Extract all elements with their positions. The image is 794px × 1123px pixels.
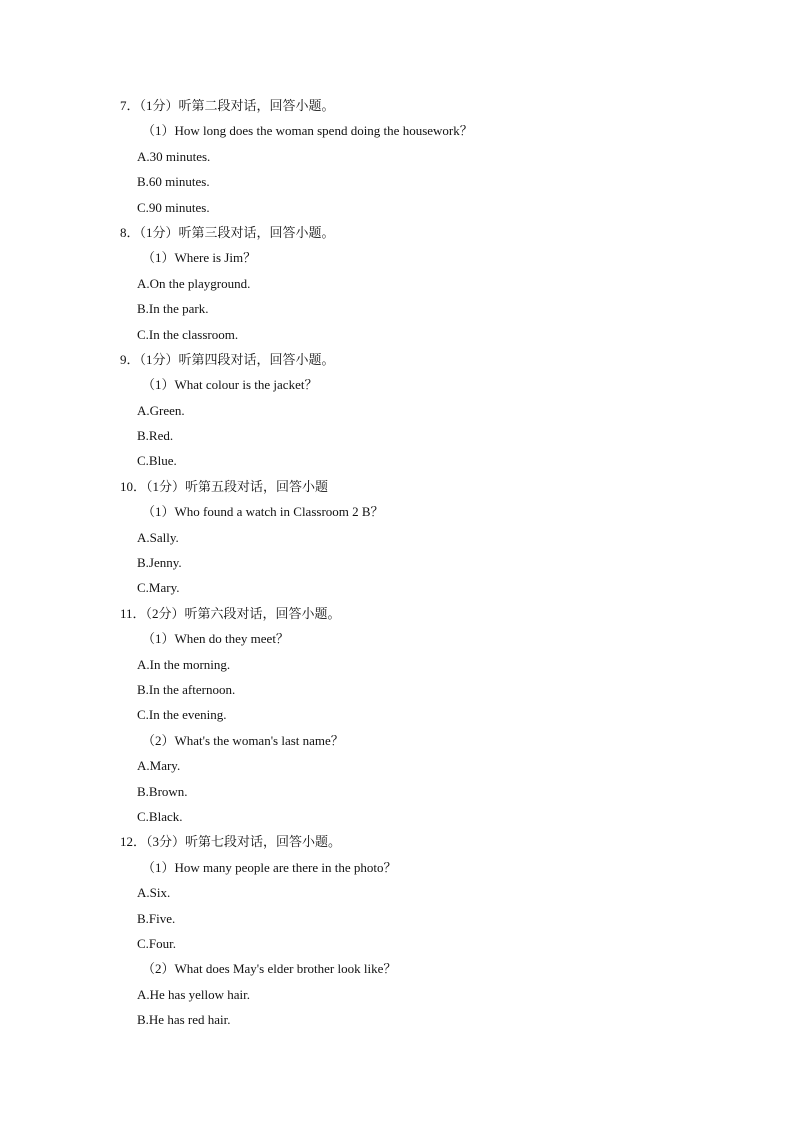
option-c: C.In the classroom. bbox=[137, 326, 239, 342]
option-b: B.He has red hair. bbox=[137, 1012, 231, 1028]
option-b: B.Five. bbox=[137, 910, 176, 926]
question-block bbox=[120, 220, 740, 347]
option-c: C.90 minutes. bbox=[137, 199, 210, 215]
question-header: 10．（1分）听第五段对话，回答小题 bbox=[120, 478, 329, 494]
question-header: 12．（3分）听第七段对话，回答小题。 bbox=[120, 834, 342, 850]
question-block bbox=[120, 829, 740, 1032]
option-b: B.In the park. bbox=[137, 301, 209, 317]
option-c: C.In the evening. bbox=[137, 707, 227, 723]
sub-question-prompt: （1）How long does the woman spend doing the housework？ bbox=[142, 123, 473, 139]
question-list bbox=[120, 93, 740, 1032]
option-a: A.30 minutes. bbox=[137, 148, 211, 164]
sub-question-prompt: （1）Who found a watch in Classroom 2 B？ bbox=[142, 504, 384, 520]
question-header: 9．（1分）听第四段对话，回答小题。 bbox=[120, 351, 335, 367]
sub-question-prompt: （2）What's the woman's last name？ bbox=[142, 732, 344, 748]
sub-question-prompt: （1）What colour is the jacket？ bbox=[142, 377, 318, 393]
question-block bbox=[120, 347, 740, 474]
option-c: C.Four. bbox=[137, 935, 177, 951]
option-c: C.Mary. bbox=[137, 580, 180, 596]
option-a: A.Mary. bbox=[137, 758, 181, 774]
option-b: B.In the afternoon. bbox=[137, 681, 236, 697]
option-b: B.Red. bbox=[137, 428, 174, 444]
option-a: A.On the playground. bbox=[137, 275, 251, 291]
option-b: B.Brown. bbox=[137, 783, 188, 799]
option-a: A.Six. bbox=[137, 885, 171, 901]
question-header: 7．（1分）听第二段对话，回答小题。 bbox=[120, 98, 335, 113]
option-a: A.In the morning. bbox=[137, 656, 231, 672]
option-a: A.He has yellow hair. bbox=[137, 986, 251, 1002]
question-block bbox=[120, 474, 740, 601]
question-block bbox=[120, 93, 740, 220]
option-a: A.Green. bbox=[137, 402, 185, 418]
option-a: A.Sally. bbox=[137, 529, 179, 545]
sub-question-prompt: （1）When do they meet？ bbox=[142, 631, 289, 647]
sub-question-prompt: （1）Where is Jim？ bbox=[142, 250, 257, 266]
option-b: B.Jenny. bbox=[137, 555, 182, 571]
sub-question-prompt: （1）How many people are there in the photo？ bbox=[142, 859, 397, 875]
question-header: 8．（1分）听第三段对话，回答小题。 bbox=[120, 224, 335, 240]
option-c: C.Blue. bbox=[137, 453, 177, 469]
option-b: B.60 minutes. bbox=[137, 174, 210, 190]
sub-question-prompt: （2）What does May's elder brother look like？ bbox=[142, 961, 397, 977]
option-c: C.Black. bbox=[137, 808, 183, 824]
question-block bbox=[120, 601, 740, 830]
question-header: 11．（2分）听第六段对话，回答小题。 bbox=[120, 605, 341, 621]
